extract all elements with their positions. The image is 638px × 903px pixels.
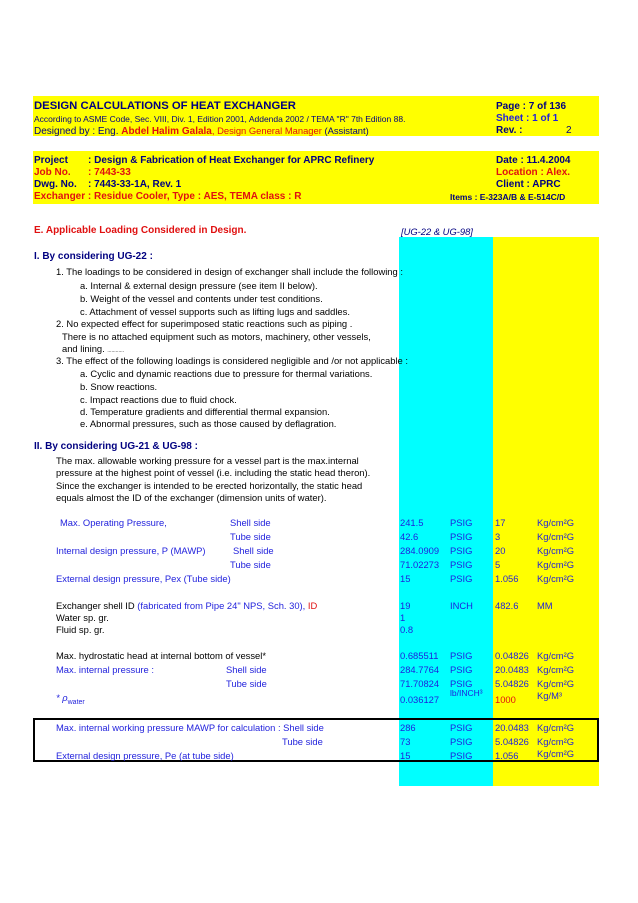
op-pressure-shell-unit1: PSIG (450, 517, 473, 528)
section-i-item-2-line3 (62, 343, 124, 354)
ext-design-pe-label: External design pressure, Pe (at tube side) (56, 750, 234, 761)
rho-water-value: 0.036127 (400, 694, 440, 705)
design-pressure-shell-unit2: Kg/cm²G (537, 545, 574, 556)
max-int-pressure-shell-psig: 284.7764 (400, 664, 440, 675)
max-int-pressure-shell-unit1: PSIG (450, 664, 473, 675)
date: Date : 11.4.2004 (496, 155, 571, 166)
ext-pressure-kg: 1.056 (495, 573, 519, 584)
section-i-item-3c: c. Impact reactions due to fluid chock. (80, 394, 237, 405)
location: Location : Alex. (496, 167, 571, 178)
max-int-pressure-tube-unit1: PSIG (450, 678, 473, 689)
rev-value: 2 (566, 125, 572, 136)
rho-water-label (56, 692, 85, 706)
design-pressure-shell-unit1: PSIG (450, 545, 473, 556)
mawp-tube-unit2: Kg/cm²G (537, 736, 574, 747)
designer-role-suffix: (Assistant) (321, 125, 369, 136)
mawp-shell-psig: 286 (400, 722, 416, 733)
mawp-shell-label: Max. internal working pressure MAWP for calculation : Shell side (56, 722, 324, 733)
section-i-item-3d: d. Temperature gradients and differential thermal expansion. (80, 406, 330, 417)
rho-water-si-value: 1000 (495, 694, 516, 705)
max-int-pressure-tube-unit2: Kg/cm²G (537, 678, 574, 689)
mawp-tube-psig: 73 (400, 736, 411, 747)
max-int-pressure-shell-label: Shell side (226, 664, 267, 675)
op-pressure-shell-label: Shell side (230, 517, 271, 528)
max-int-pressure-label: Max. internal pressure : (56, 664, 154, 675)
shell-id-label-a: Exchanger shell ID (56, 600, 135, 611)
page-number: Page : 7 of 136 (496, 101, 567, 112)
ext-pressure-unit1: PSIG (450, 573, 473, 584)
shell-id-label-c: ID (307, 600, 318, 611)
op-pressure-tube-unit1: PSIG (450, 531, 473, 542)
water-sg-value: 1 (400, 612, 406, 623)
job-value: : 7443-33 (88, 167, 131, 178)
document-title: DESIGN CALCULATIONS OF HEAT EXCHANGER (34, 100, 296, 112)
design-pressure-shell-psig: 284.0909 (400, 545, 440, 556)
hydro-head-unit2: Kg/cm²G (537, 650, 574, 661)
section-i-item-2-line2: There is no attached equipment such as motors, machinery, other vessels, (62, 331, 371, 342)
section-ii-title: II. By considering UG-21 & UG-98 : (34, 441, 198, 452)
op-pressure-tube-label: Tube side (230, 531, 271, 542)
items: Items : E-323A/B & E-514C/D (450, 192, 566, 202)
code-reference: According to ASME Code, Sec. VIII, Div. 1, Edition 2001, Addenda 2002 / TEMA "R" 7th Edition 88. (34, 114, 406, 124)
job-label: Job No. (34, 167, 71, 178)
ext-design-pe-unit2: Kg/cm²G (537, 748, 574, 759)
op-pressure-shell-unit2: Kg/cm²G (537, 517, 574, 528)
op-pressure-shell-psig: 241.5 (400, 517, 424, 528)
max-int-pressure-tube-psig: 71.70824 (400, 678, 440, 689)
mawp-shell-unit2: Kg/cm²G (537, 722, 574, 733)
section-i-item-1: 1. The loadings to be considered in design of exchanger shall include the following : (56, 266, 403, 277)
designed-by (34, 125, 369, 137)
mawp-shell-unit1: PSIG (450, 722, 473, 733)
section-i-item-1c: c. Attachment of vessel supports such as lifting lugs and saddles. (80, 306, 350, 317)
section-i-item-1a: a. Internal & external design pressure (see item II below). (80, 280, 318, 291)
section-ii-para-line2: pressure at the highest point of vessel (i.e. including the static head theron). (56, 467, 371, 478)
shell-id-inch: 19 (400, 600, 411, 611)
shell-id-label (56, 600, 317, 611)
client: Client : APRC (496, 179, 561, 190)
design-pressure-tube-unit2: Kg/cm²G (537, 559, 574, 570)
design-pressure-tube-label: Tube side (230, 559, 271, 570)
shell-id-label-b: (fabricated from Pipe 24" NPS, Sch. 30), (137, 600, 306, 611)
fluid-sg-value: 0.8 (400, 624, 414, 635)
ext-pressure-label: External design pressure, Pex (Tube side) (56, 573, 231, 584)
section-i-item-3a: a. Cyclic and dynamic reactions due to pressure for thermal variations. (80, 368, 373, 379)
hydro-head-kg: 0.04826 (495, 650, 529, 661)
section-e-reference: [UG-22 & UG-98] (401, 226, 473, 237)
designer-name: Abdel Halim Galala (121, 126, 212, 137)
exchanger: Exchanger : Residue Cooler, Type : AES, TEMA class : R (34, 191, 302, 202)
section-i-item-1b: b. Weight of the vessel and contents under test conditions. (80, 293, 323, 304)
rho-water-unit2: Kg/M³ (537, 690, 563, 701)
project-value: : Design & Fabrication of Heat Exchanger for APRC Refinery (88, 155, 375, 166)
lining-text: and lining. (62, 343, 105, 354)
op-pressure-tube-unit2: Kg/cm²G (537, 531, 574, 542)
rho-water-unit1: lb/INCH³ (450, 688, 483, 698)
op-pressure-label: Max. Operating Pressure, (60, 517, 167, 528)
design-pressure-shell-kg: 20 (495, 545, 506, 556)
ext-pressure-unit2: Kg/cm²G (537, 573, 574, 584)
section-i-item-2: 2. No expected effect for superimposed static reactions such as piping . (56, 318, 353, 329)
ext-design-pe-unit1: PSIG (450, 750, 473, 761)
max-int-pressure-tube-kg: 5.04826 (495, 678, 529, 689)
hydro-head-psig: 0.685511 (400, 650, 439, 661)
section-ii-para-line1: The max. allowable working pressure for a vessel part is the max.internal (56, 455, 359, 466)
design-pressure-label: Internal design pressure, P (MAWP) (56, 545, 206, 556)
sheet-number: Sheet : 1 of 1 (496, 113, 559, 124)
section-i-item-3: 3. The effect of the following loadings is considered negligible and /or not applicable : (56, 355, 408, 366)
max-int-pressure-shell-kg: 20.0483 (495, 664, 529, 675)
rev-label: Rev. : (496, 125, 523, 136)
section-i-title: I. By considering UG-22 : (34, 251, 153, 262)
design-pressure-shell-label: Shell side (233, 545, 274, 556)
section-ii-para-line3: Since the exchanger is intended to be erected horizontally, the static head (56, 480, 363, 491)
project-label: Project (34, 155, 68, 166)
fluid-sg-label: Fluid sp. gr. (56, 624, 105, 635)
op-pressure-tube-kg: 3 (495, 531, 501, 542)
mawp-tube-unit1: PSIG (450, 736, 473, 747)
op-pressure-tube-psig: 42.6 (400, 531, 419, 542)
design-pressure-tube-psig: 71.02273 (400, 559, 440, 570)
max-int-pressure-tube-label: Tube side (226, 678, 267, 689)
water-sg-label: Water sp. gr. (56, 612, 109, 623)
mawp-tube-kg: 5.04826 (495, 736, 529, 747)
tiny-note: ............ (107, 348, 125, 354)
section-ii-para-line4: equals almost the ID of the exchanger (dimension units of water). (56, 492, 327, 503)
design-pressure-tube-kg: 5 (495, 559, 501, 570)
ext-design-pe-psig: 15 (400, 750, 411, 761)
ext-pressure-psig: 15 (400, 573, 411, 584)
section-i-item-3e: e. Abnormal pressures, such as those caused by deflagration. (80, 418, 337, 429)
rho-subscript: water (67, 699, 85, 706)
shell-id-unit1: INCH (450, 600, 473, 611)
hydro-head-label: Max. hydrostatic head at internal bottom of vessel* (56, 650, 267, 661)
dwg-value: : 7443-33-1A, Rev. 1 (88, 179, 182, 190)
designer-role: , Design General Manager (211, 125, 322, 136)
shell-id-unit2: MM (537, 600, 553, 611)
op-pressure-shell-kg: 17 (495, 517, 506, 528)
shell-id-mm: 482.6 (495, 600, 519, 611)
rho-symbol: * ρ (56, 692, 68, 703)
designed-by-label: Designed by : Eng. (34, 126, 119, 137)
ext-design-pe-kg: 1.056 (495, 750, 519, 761)
mawp-shell-kg: 20.0483 (495, 722, 529, 733)
section-e-title: E. Applicable Loading Considered in Design. (34, 225, 247, 236)
section-i-item-3b: b. Snow reactions. (80, 381, 158, 392)
mawp-tube-label: Tube side (282, 736, 323, 747)
design-pressure-tube-unit1: PSIG (450, 559, 473, 570)
dwg-label: Dwg. No. (34, 179, 77, 190)
hydro-head-unit1: PSIG (450, 650, 473, 661)
max-int-pressure-shell-unit2: Kg/cm²G (537, 664, 574, 675)
